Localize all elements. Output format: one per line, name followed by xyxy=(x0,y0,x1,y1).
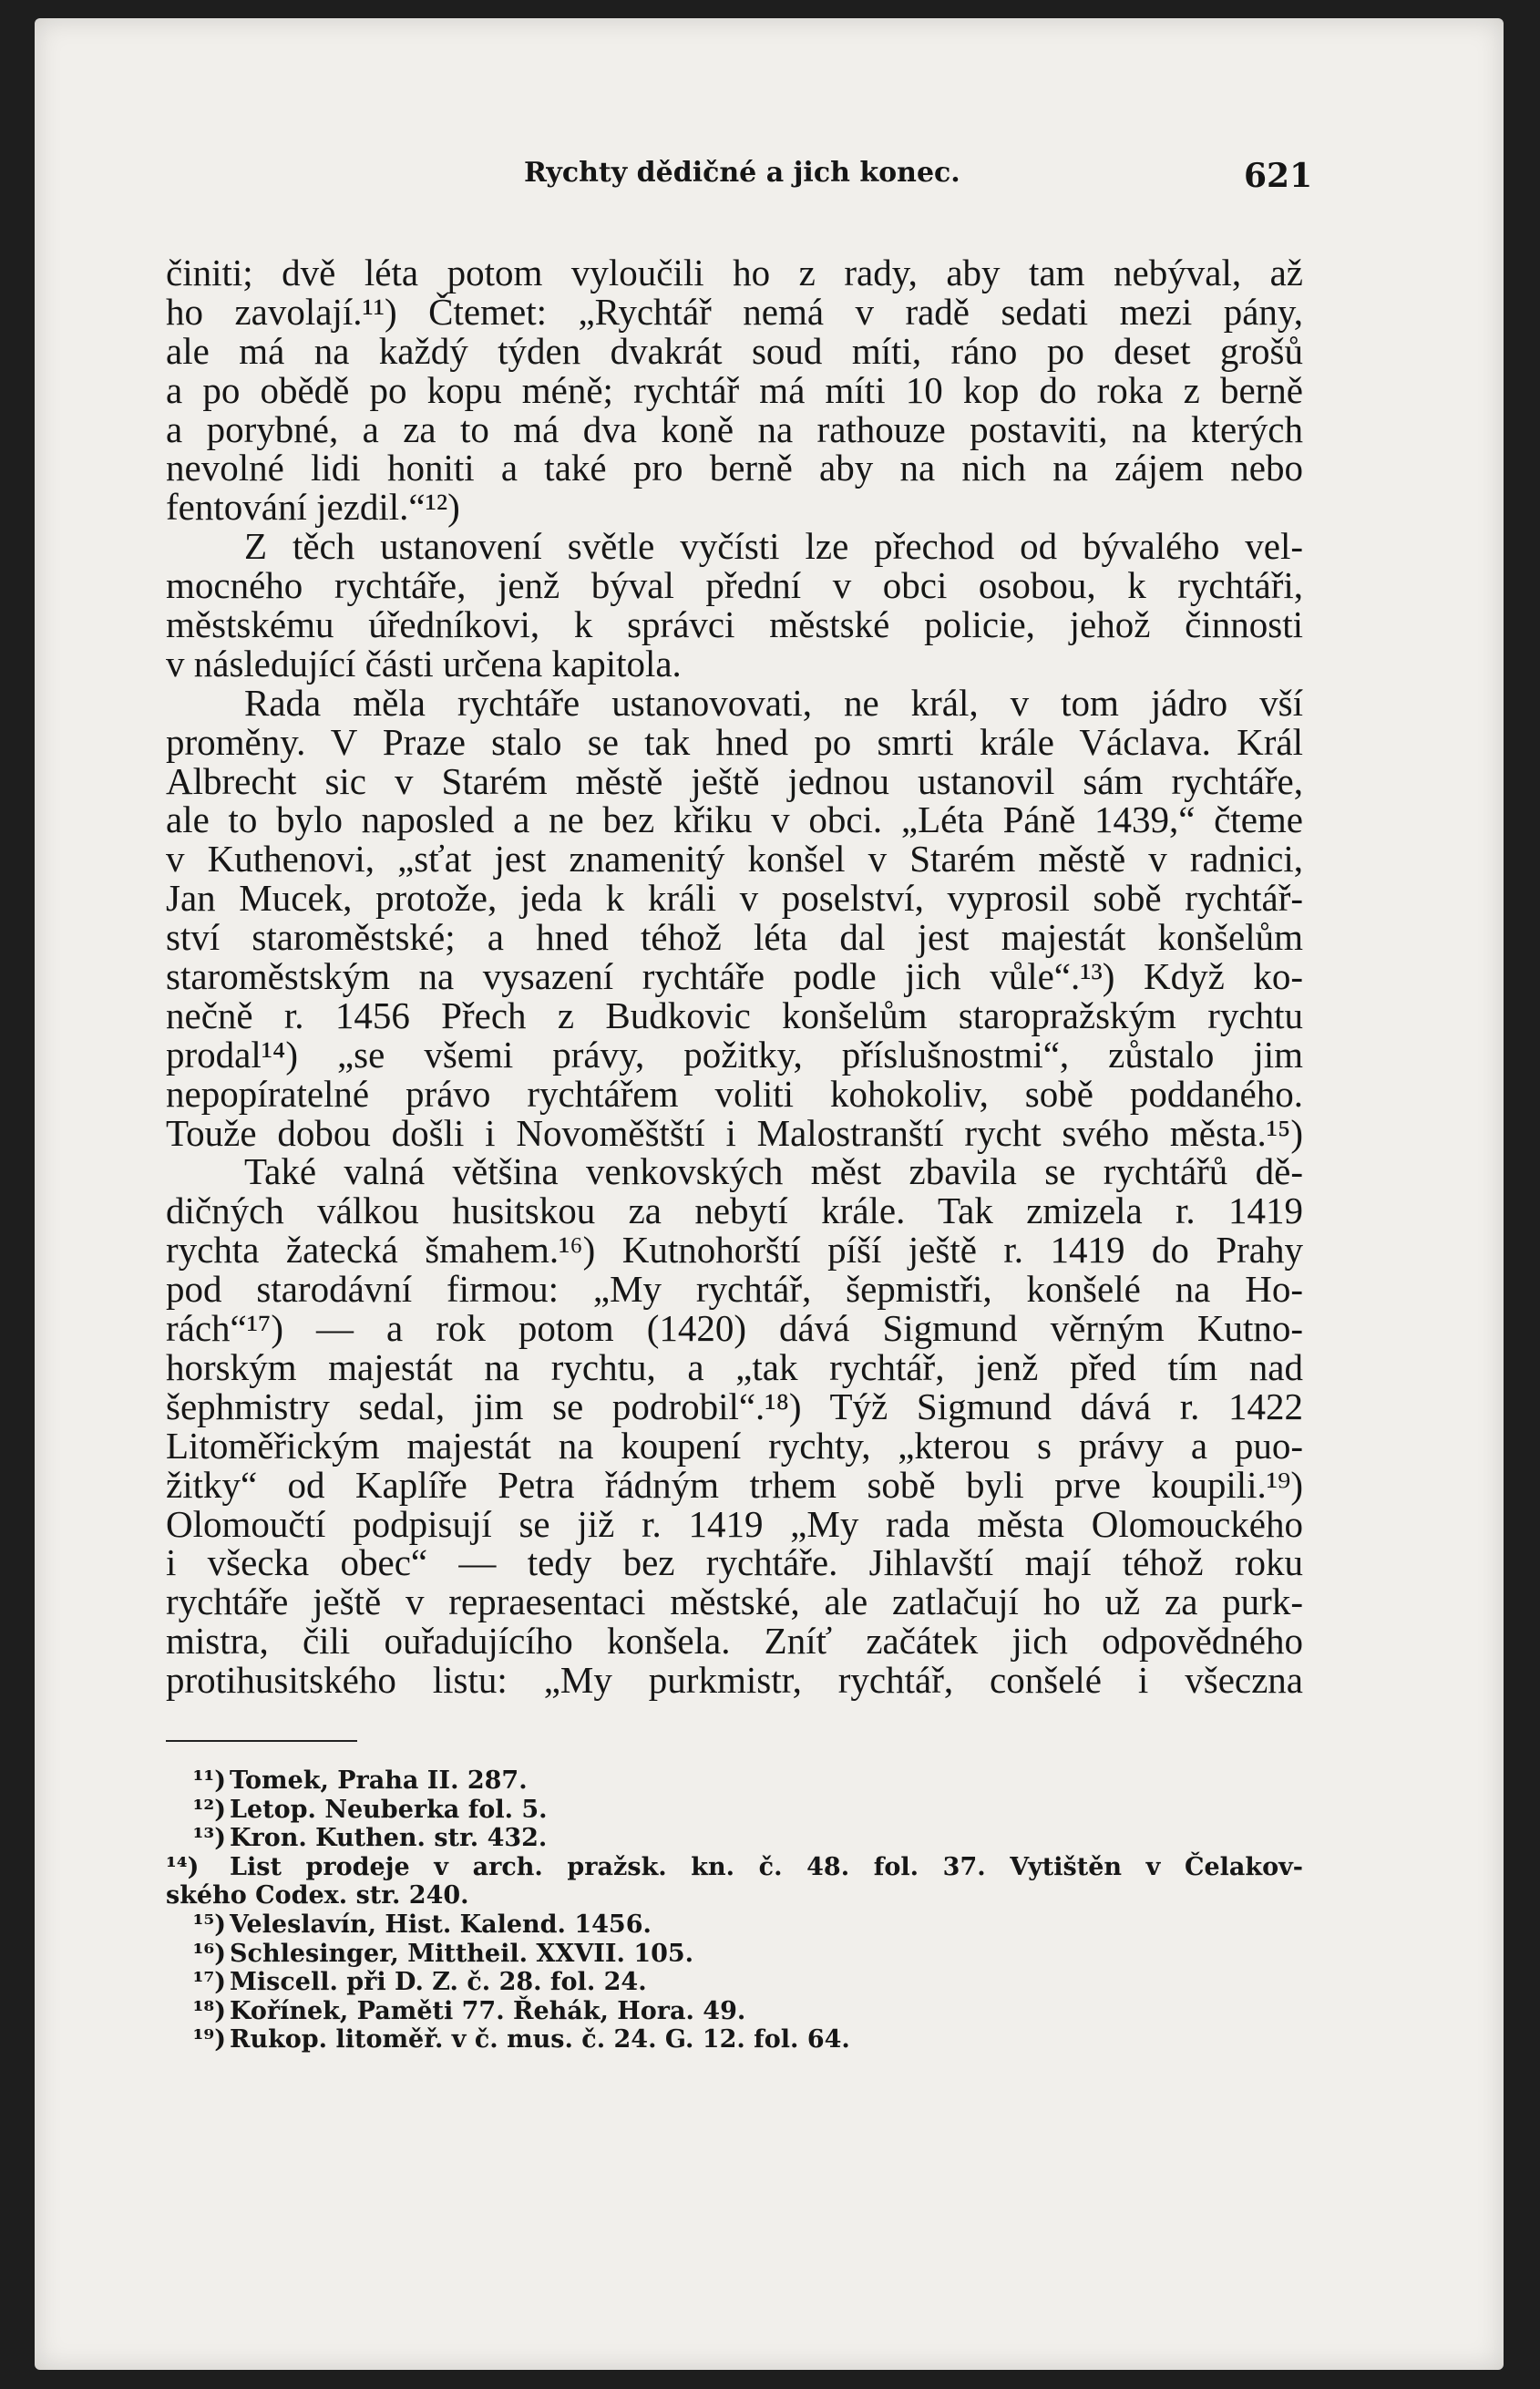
text-line: mocného rychtáře, jenž býval přední v obci osobou, k rychtáři, xyxy=(166,564,1303,607)
text-line: ho zavolají.¹¹) Čtemet: „Rychtář nemá v radě sedati mezi pány, xyxy=(166,290,1303,333)
text-line: prodal¹⁴) „se všemi právy, požitky, příslušnostmi“, zůstalo jim xyxy=(166,1033,1303,1076)
text-line: rychta žatecká šmahem.¹⁶) Kutnohorští píší ještě r. 1419 do Prahy xyxy=(166,1229,1303,1272)
footnote xyxy=(166,1968,1303,1997)
footnote-rule xyxy=(166,1740,357,1742)
text-line: činiti; dvě léta potom vyloučili ho z rady, aby tam nebýval, až xyxy=(166,252,1303,293)
footnote-number: ¹⁸) xyxy=(192,1996,226,2025)
footnote-number: ¹⁷) xyxy=(192,1968,226,1997)
text-line: Albrecht sic v Starém městě ještě jednou ustanovil sám rychtáře, xyxy=(166,759,1303,802)
footnote-text: Schlesinger, Mittheil. XXVII. 105. xyxy=(230,1939,694,1968)
text-line: a porybné, a za to má dva koně na rathouze postaviti, na kterých xyxy=(166,407,1303,450)
text-line: rách“¹⁷) — a rok potom (1420) dává Sigmund věrným Kutno- xyxy=(166,1307,1303,1350)
text-line: i všecka obec“ — tedy bez rychtáře. Jihlavští mají téhož roku xyxy=(166,1541,1303,1584)
text-line: a po obědě po kopu méně; rychtář má míti 10 kop do roka z berně xyxy=(166,368,1303,411)
footnote xyxy=(166,1766,1303,1796)
text-line: horským majestát na rychtu, a „tak rychtář, jenž před tím nad xyxy=(166,1345,1303,1388)
text-line: Olomoučtí podpisují se již r. 1419 „My rada města Olomouckého xyxy=(166,1502,1303,1545)
footnote-text: Miscell. při D. Z. č. 28. fol. 24. xyxy=(230,1968,647,1997)
footnote-continuation: ského Codex. str. 240. xyxy=(166,1881,469,1910)
page-number: 621 xyxy=(1244,157,1313,195)
text-line: nevolné lidi honiti a také pro berně aby na nich na zájem nebo xyxy=(166,447,1303,489)
footnote xyxy=(166,1910,1303,1940)
text-line: Touže dobou došli i Novoměštští i Malostranští rycht svého města.¹⁵) xyxy=(166,1111,1303,1154)
footnote-number: ¹¹) xyxy=(192,1766,226,1795)
text-line: proměny. V Praze stalo se tak hned po smrti krále Václava. Král xyxy=(166,720,1303,763)
text-line: staroměstským na vysazení rychtáře podle jich vůle“.¹³) Když ko- xyxy=(166,955,1303,998)
footnote-number: ¹⁴) xyxy=(166,1852,200,1881)
footnote-text: Kořínek, Paměti 77. Řehák, Hora. 49. xyxy=(230,1996,746,2025)
text-line: městskému úředníkovi, k správci městské policie, jehož činnosti xyxy=(166,603,1303,646)
footnotes xyxy=(166,1766,1303,2054)
footnote-text: List prodeje v arch. pražsk. kn. č. 48. fol. 37. Vytištěn v Čelakov- xyxy=(230,1852,1303,1881)
footnote-text: Rukop. litoměř. v č. mus. č. 24. G. 12. fol. 64. xyxy=(230,2025,850,2054)
text-line: mistra, čili ouřadujícího konšela. Zníť začátek jich odpovědného xyxy=(166,1620,1303,1663)
text-line: ství staroměstské; a hned téhož léta dal jest majestát konšelům xyxy=(166,916,1303,959)
text-line: v Kuthenovi, „sťat jest znamenitý konšel v Starém městě v radnici, xyxy=(166,838,1303,880)
text-line: Z těch ustanovení světle vyčísti lze přechod od bývalého vel- xyxy=(244,525,1303,568)
text-line: ale to bylo naposled a ne bez křiku v obci. „Léta Páně 1439,“ čteme xyxy=(166,798,1303,841)
text-line: Litoměřickým majestát na koupení rychty, „kterou s právy a puo- xyxy=(166,1424,1303,1467)
text-line: v následující části určena kapitola. xyxy=(166,642,682,685)
footnote-number: ¹²) xyxy=(192,1795,226,1824)
footnote xyxy=(166,1997,1303,2026)
footnote-text: Tomek, Praha II. 287. xyxy=(230,1766,528,1795)
text-line: Jan Mucek, protože, jeda k králi v poselství, vyprosil sobě rychtář- xyxy=(166,877,1303,920)
footnote-number: ¹⁹) xyxy=(192,2025,226,2054)
footnote-text: Veleslavín, Hist. Kalend. 1456. xyxy=(230,1910,652,1939)
footnote xyxy=(166,1940,1303,1969)
footnote xyxy=(166,1796,1303,1825)
text-line: Také valná většina venkovských měst zbavila se rychtářů dě- xyxy=(244,1150,1303,1193)
footnote-number: ¹⁶) xyxy=(192,1939,226,1968)
footnote xyxy=(166,2025,1303,2054)
text-line: Rada měla rychtáře ustanovovati, ne král, v tom jádro vší xyxy=(244,681,1303,724)
footnote-number: ¹⁵) xyxy=(192,1910,226,1939)
main-text xyxy=(166,253,1303,1700)
running-header: Rychty dědičné a jich konec. xyxy=(524,157,960,189)
text-line: ale má na každý týden dvakrát soud míti, ráno po deset grošů xyxy=(166,329,1303,372)
text-line: nepopíratelné právo rychtářem voliti kohokoliv, sobě poddaného. xyxy=(166,1072,1303,1115)
text-line: fentování jezdil.“¹²) xyxy=(166,486,460,529)
footnote xyxy=(166,1824,1303,1853)
text-line: protihusitského listu: „My purkmistr, rychtář, conšelé i všeczna xyxy=(166,1659,1303,1702)
text-line: rychtáře ještě v repraesentaci městské, ale zatlačují ho už za purk- xyxy=(166,1581,1303,1623)
footnote-number: ¹³) xyxy=(192,1824,226,1853)
text-line: dičných válkou husitskou za nebytí krále. Tak zmizela r. 1419 xyxy=(166,1189,1303,1232)
text-line: žitky“ od Kaplíře Petra řádným trhem sobě byli prve koupili.¹⁹) xyxy=(166,1463,1303,1506)
footnote xyxy=(166,1853,1303,1882)
text-line: šephmistry sedal, jim se podrobil“.¹⁸) Týž Sigmund dává r. 1422 xyxy=(166,1385,1303,1427)
footnote-text: Letop. Neuberka fol. 5. xyxy=(230,1795,548,1824)
text-line: pod starodávní firmou: „My rychtář, šepmistři, konšelé na Ho- xyxy=(166,1268,1303,1311)
footnote-text: Kron. Kuthen. str. 432. xyxy=(230,1824,548,1853)
text-line: nečně r. 1456 Přech z Budkovic konšelům staropražským rychtu xyxy=(166,994,1303,1036)
